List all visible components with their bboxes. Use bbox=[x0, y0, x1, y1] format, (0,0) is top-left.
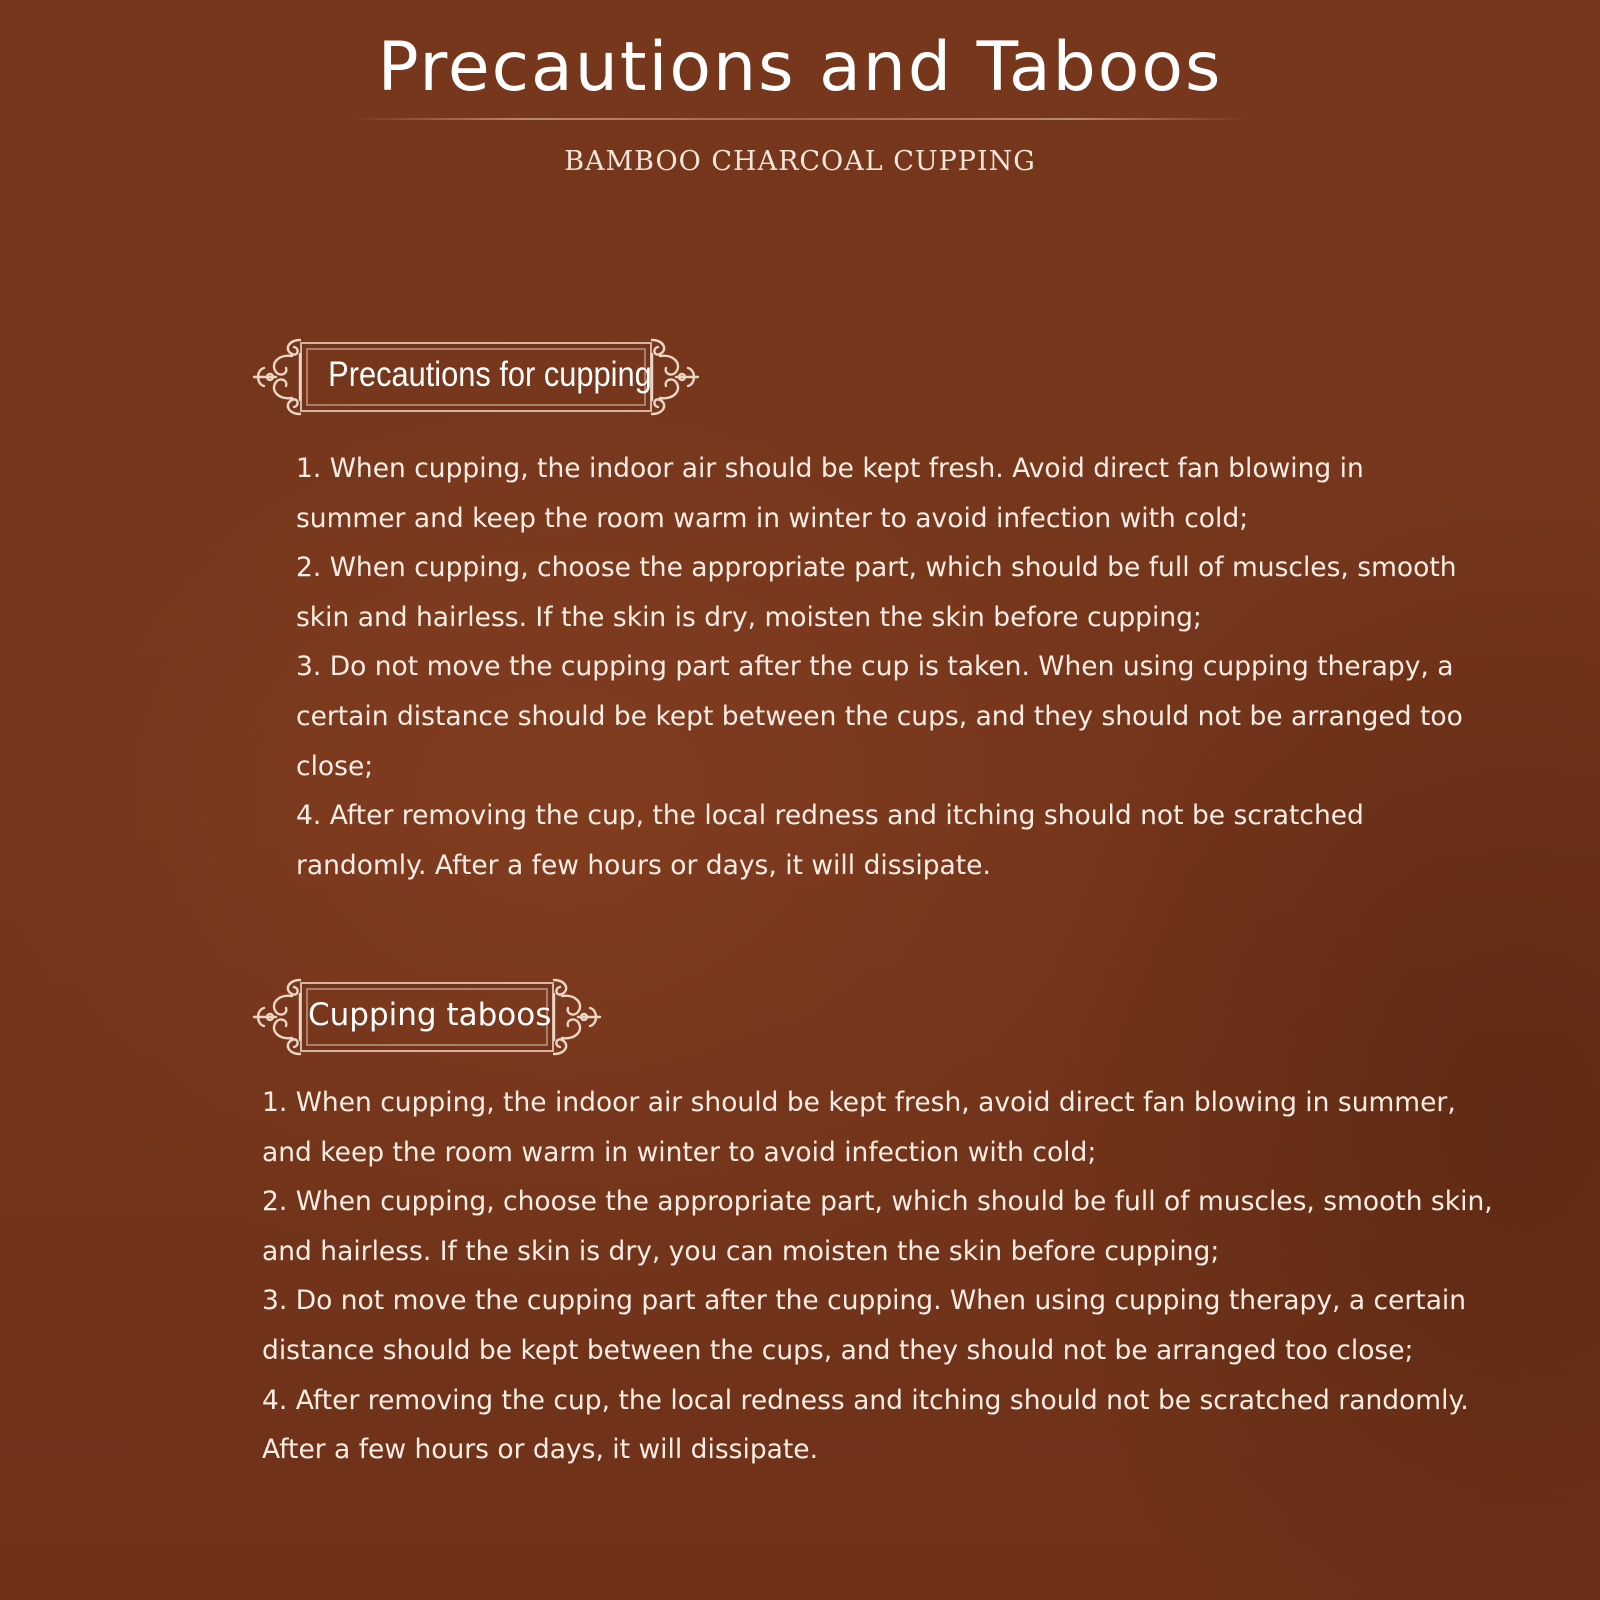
list-item: 4. After removing the cup, the local redness and itching should not be scratched randomly. After a few hours or days, it will dissipate. bbox=[296, 800, 1364, 881]
title-divider bbox=[350, 118, 1250, 120]
section-banner-precautions bbox=[252, 334, 700, 420]
section-heading: Precautions for cupping bbox=[328, 355, 652, 394]
list-item: 2. When cupping, choose the appropriate part, which should be full of muscles, smooth skin, and hairless. If the skin is dry, you can moisten the skin before cupping; bbox=[262, 1186, 1493, 1267]
list-item: 1. When cupping, the indoor air should be kept fresh, avoid direct fan blowing in summer, and keep the room warm in winter to avoid infection with cold; bbox=[262, 1087, 1456, 1168]
list-item: 4. After removing the cup, the local redness and itching should not be scratched randomly. After a few hours or days, it will dissipate. bbox=[262, 1384, 1469, 1466]
cloud-scroll-ornament-icon bbox=[252, 334, 312, 420]
cloud-scroll-ornament-icon bbox=[252, 974, 312, 1060]
taboos-list bbox=[262, 1078, 1502, 1475]
list-item: 3. Do not move the cupping part after the cup is taken. When using cupping therapy, a certain distance should be kept between the cups, and they should not be arranged too close; bbox=[296, 651, 1463, 782]
list-item: 1. When cupping, the indoor air should be kept fresh. Avoid direct fan blowing in summer and keep the room warm in winter to avoid infection with cold; bbox=[296, 453, 1364, 534]
page-subtitle: BAMBOO CHARCOAL CUPPING bbox=[564, 146, 1036, 177]
section-banner-taboos bbox=[252, 974, 602, 1060]
cloud-scroll-ornament-icon bbox=[542, 974, 602, 1060]
section-heading: Cupping taboos bbox=[308, 997, 552, 1033]
list-item: 3. Do not move the cupping part after the cupping. When using cupping therapy, a certain distance should be kept between the cups, and they should not be arranged too close; bbox=[262, 1285, 1467, 1366]
page-title: Precautions and Taboos bbox=[377, 28, 1223, 107]
precautions-list bbox=[296, 444, 1476, 890]
list-item: 2. When cupping, choose the appropriate part, which should be full of muscles, smooth skin and hairless. If the skin is dry, moisten the skin before cupping; bbox=[296, 552, 1457, 633]
